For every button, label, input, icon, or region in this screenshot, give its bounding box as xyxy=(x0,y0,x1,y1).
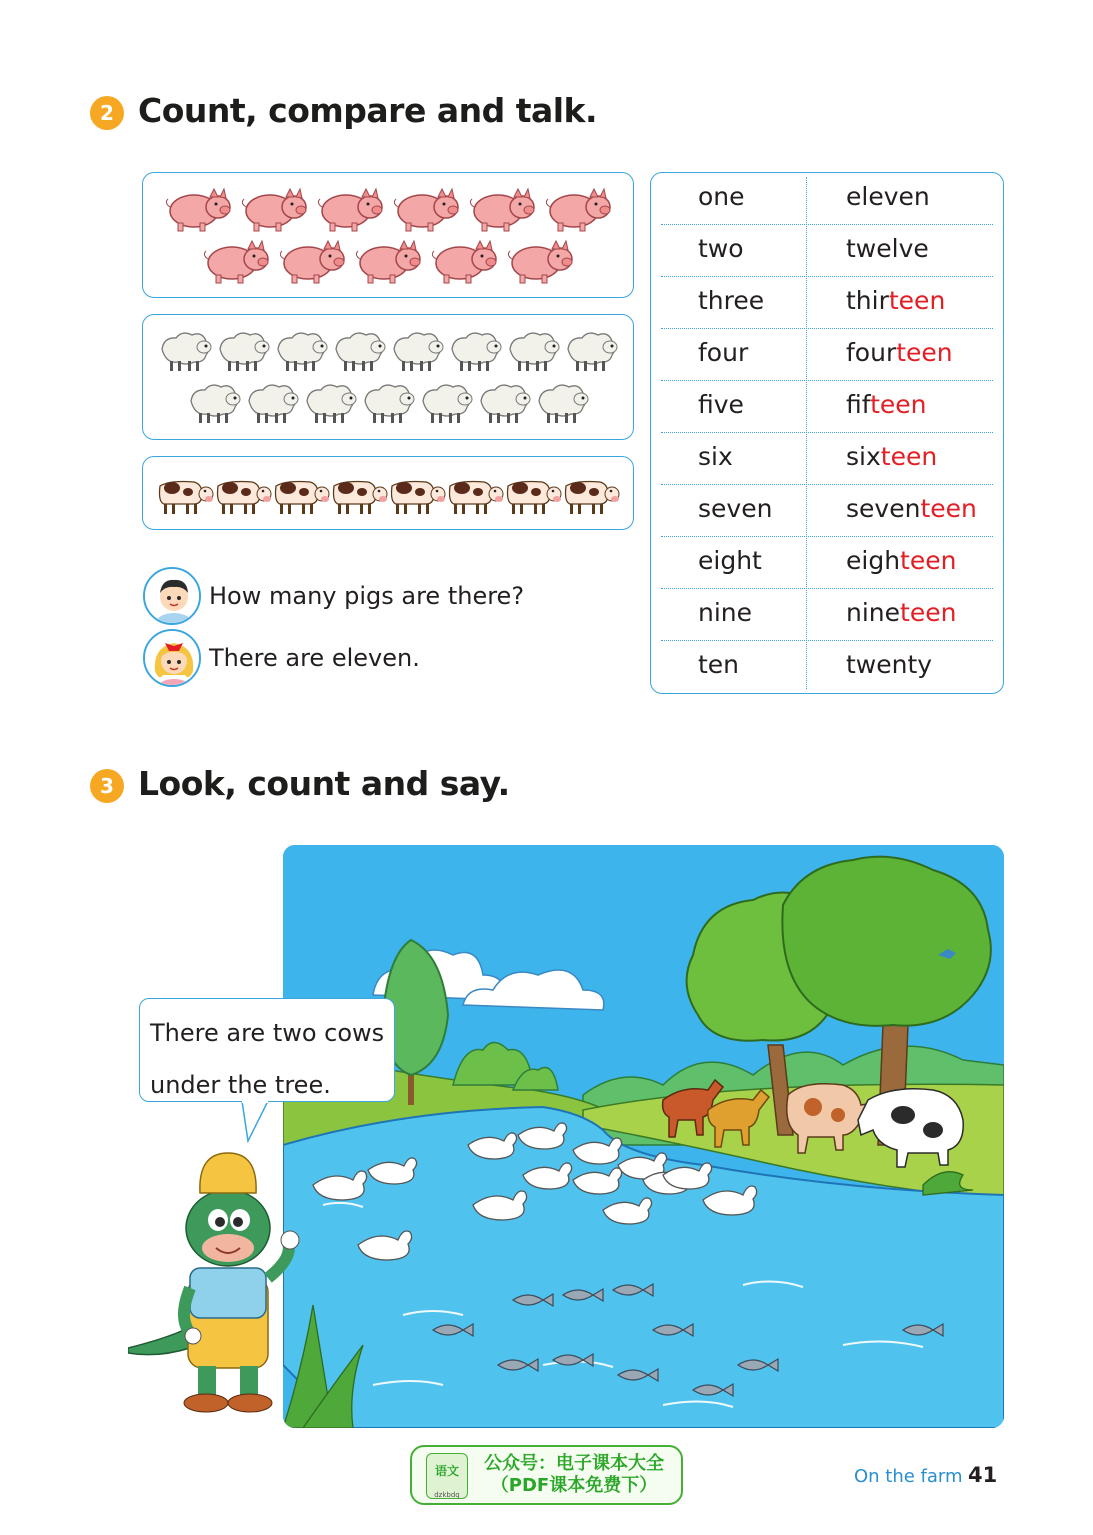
sheep-icon xyxy=(185,381,243,425)
speech-bubble xyxy=(139,998,395,1102)
page-number: 41 xyxy=(968,1463,998,1487)
sheep-icon xyxy=(533,381,591,425)
teen-suffix: teen xyxy=(900,546,957,575)
section-number-badge: 3 xyxy=(90,769,124,803)
dialogue-line-boy xyxy=(143,567,524,625)
wechat-account-badge xyxy=(410,1445,683,1505)
teen-suffix: teen xyxy=(888,286,946,315)
pig-icon xyxy=(354,237,422,285)
word-stem: thir xyxy=(846,286,889,315)
number-word: nine xyxy=(698,598,753,627)
farm-scene-illustration xyxy=(283,845,1004,1428)
book-icon-caption: dzkbdq xyxy=(434,1491,460,1499)
word-stem: twelve xyxy=(846,234,929,263)
teen-suffix: teen xyxy=(896,338,953,367)
table-row xyxy=(661,277,993,329)
cow-icon xyxy=(446,472,504,516)
sheep-icon xyxy=(504,329,562,373)
table-row xyxy=(661,537,993,589)
word-stem: fif xyxy=(846,390,871,419)
word-stem: twenty xyxy=(846,650,933,679)
pig-icon xyxy=(316,185,384,233)
pig-icon xyxy=(164,185,232,233)
pig-icon xyxy=(392,185,460,233)
cow-icon xyxy=(504,472,562,516)
number-words-table xyxy=(650,172,1004,694)
pig-icon xyxy=(278,237,346,285)
pig-icon xyxy=(506,237,574,285)
word-stem: six xyxy=(846,442,881,471)
number-word-teen xyxy=(846,485,977,537)
boy-avatar xyxy=(143,567,201,625)
cow-icon xyxy=(156,472,214,516)
girl-avatar xyxy=(143,629,201,687)
teen-suffix: teen xyxy=(870,390,927,419)
number-word: six xyxy=(698,442,733,471)
teen-suffix: teen xyxy=(920,494,977,523)
word-stem: nine xyxy=(846,598,901,627)
section-title: Count, compare and talk. xyxy=(138,90,598,130)
dialogue-text: There are eleven. xyxy=(209,644,420,672)
pigs-box xyxy=(142,172,634,298)
table-row xyxy=(661,173,993,225)
badge-line-2: （PDF课本免费下） xyxy=(490,1475,658,1496)
sheep-icon xyxy=(272,329,330,373)
sheep-icon xyxy=(475,381,533,425)
sheep-icon xyxy=(243,381,301,425)
speech-bubble-text: There are two cows under the tree. xyxy=(150,1019,385,1099)
sheep-icon xyxy=(301,381,359,425)
badge-line-1: 公众号：电子课本大全 xyxy=(484,1453,664,1474)
pig-icon xyxy=(240,185,308,233)
word-stem: seven xyxy=(846,494,921,523)
number-word-teen xyxy=(846,537,956,589)
pig-icon xyxy=(544,185,612,233)
cow-icon xyxy=(388,472,446,516)
section-title: Look, count and say. xyxy=(138,763,510,803)
dialogue-text: How many pigs are there? xyxy=(209,582,525,610)
number-word: four xyxy=(698,338,749,367)
number-word-teen xyxy=(846,173,930,225)
number-word: five xyxy=(698,390,744,419)
sheep-icon xyxy=(388,329,446,373)
cows-box xyxy=(142,456,634,530)
book-icon xyxy=(426,1453,468,1499)
number-word-teen xyxy=(846,381,927,433)
sheep-icon xyxy=(359,381,417,425)
word-stem: eleven xyxy=(846,182,930,211)
number-word: eight xyxy=(698,546,762,575)
book-icon-label: 语文 xyxy=(434,1464,459,1478)
number-word-teen xyxy=(846,329,953,381)
table-row xyxy=(661,433,993,485)
cow-icon xyxy=(330,472,388,516)
sheep-icon xyxy=(417,381,475,425)
sheep-icon xyxy=(214,329,272,373)
number-word-teen xyxy=(846,641,932,693)
sheep-icon xyxy=(156,329,214,373)
word-stem: four xyxy=(846,338,897,367)
number-word: three xyxy=(698,286,765,315)
table-row xyxy=(661,485,993,537)
number-word-teen xyxy=(846,277,945,329)
badge-text xyxy=(474,1453,674,1497)
pig-icon xyxy=(430,237,498,285)
teen-suffix: teen xyxy=(880,442,938,471)
table-row xyxy=(661,381,993,433)
number-word-teen xyxy=(846,225,929,277)
number-word: ten xyxy=(698,650,740,679)
table-row xyxy=(661,641,993,693)
dialogue-line-girl xyxy=(143,629,420,687)
pig-icon xyxy=(468,185,536,233)
section-2-heading xyxy=(90,90,597,130)
word-stem: eigh xyxy=(846,546,901,575)
number-word: one xyxy=(698,182,745,211)
table-row xyxy=(661,329,993,381)
sheep-icon xyxy=(330,329,388,373)
sheep-box xyxy=(142,314,634,440)
table-row xyxy=(661,589,993,641)
sheep-icon xyxy=(562,329,620,373)
cow-icon xyxy=(562,472,620,516)
cow-icon xyxy=(214,472,272,516)
table-row xyxy=(661,225,993,277)
sheep-icon xyxy=(446,329,504,373)
number-word-teen xyxy=(846,433,937,485)
teen-suffix: teen xyxy=(900,598,957,627)
pig-icon xyxy=(202,237,270,285)
dinosaur-character xyxy=(128,1148,308,1418)
section-number-badge: 2 xyxy=(90,96,124,130)
number-word: seven xyxy=(698,494,773,523)
section-3-heading xyxy=(90,763,510,803)
unit-label: On the farm xyxy=(854,1466,963,1487)
number-word: two xyxy=(698,234,744,263)
number-word-teen xyxy=(846,589,956,641)
cow-icon xyxy=(272,472,330,516)
